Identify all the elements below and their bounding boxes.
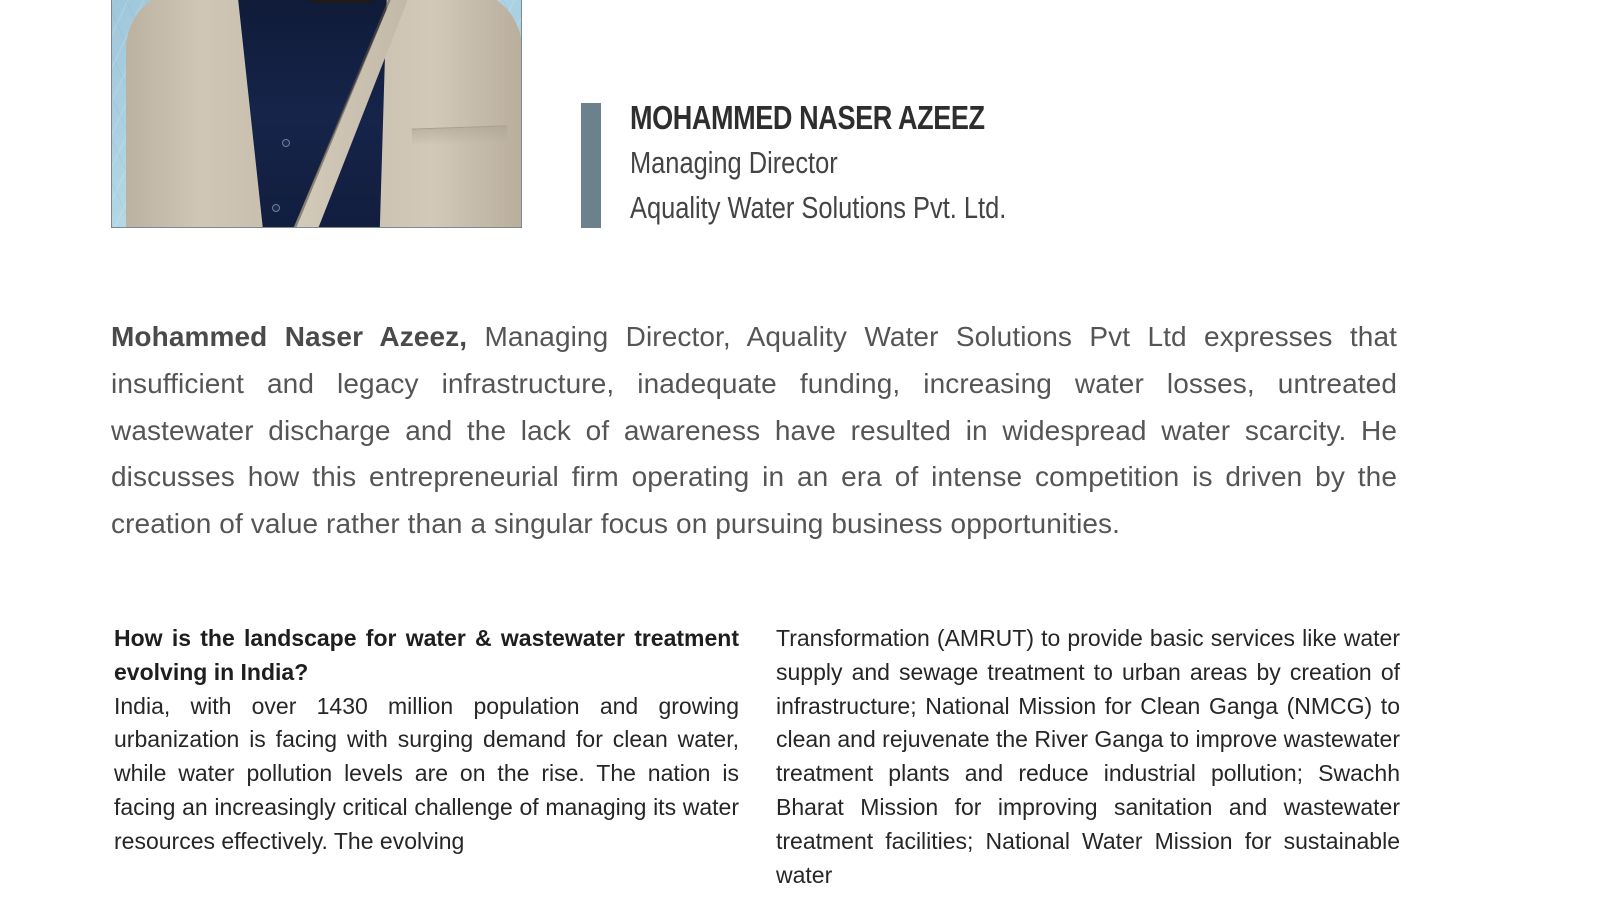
accent-bar	[581, 103, 601, 228]
profile-photo	[111, 0, 522, 228]
person-name: MOHAMMED NASER AZEEZ	[630, 99, 985, 136]
photo-pocket	[412, 125, 508, 145]
photo-shirt-button	[282, 139, 290, 147]
article-column-left	[114, 622, 739, 859]
person-role: Managing Director	[630, 145, 838, 180]
photo-shirt-button	[272, 204, 280, 212]
article-continuation: Transformation (AMRUT) to provide basic services like water supply and sewage treatment to urban areas by creation of infrastructure; National Mission for Clean Ganga (NMCG) to clean and rejuvenate the River Ganga to improve wastewater treatment plants and reduce industrial pollution; Swachh Bharat Mission for improving sanitation and wastewater treatment facilities; National Water Mission for sustainable water	[776, 625, 1400, 888]
intro-paragraph	[111, 314, 1397, 548]
person-company: Aquality Water Solutions Pvt. Ltd.	[630, 190, 1007, 225]
article-column-right	[776, 622, 1400, 892]
intro-body: Managing Director, Aquality Water Solutions Pvt Ltd expresses that insufficient and legacy infrastructure, inadequate funding, increasing water losses, untreated wastewater discharge and the lack of awareness have resulted in widespread water scarcity. He discusses how this entrepreneurial firm operating in an era of intense competition is driven by the creation of value rather than a singular focus on pursuing business opportunities.	[111, 321, 1397, 540]
interview-answer: India, with over 1430 million population and growing urbanization is facing with surging demand for clean water, while water pollution levels are on the rise. The nation is facing an increasingly critical challenge of managing its water resources effectively. The evolving	[114, 692, 739, 854]
interview-question: How is the landscape for water & wastewater treatment evolving in India?	[114, 625, 739, 685]
nameplate	[630, 96, 1006, 230]
intro-lead: Mohammed Naser Azeez,	[111, 321, 468, 352]
